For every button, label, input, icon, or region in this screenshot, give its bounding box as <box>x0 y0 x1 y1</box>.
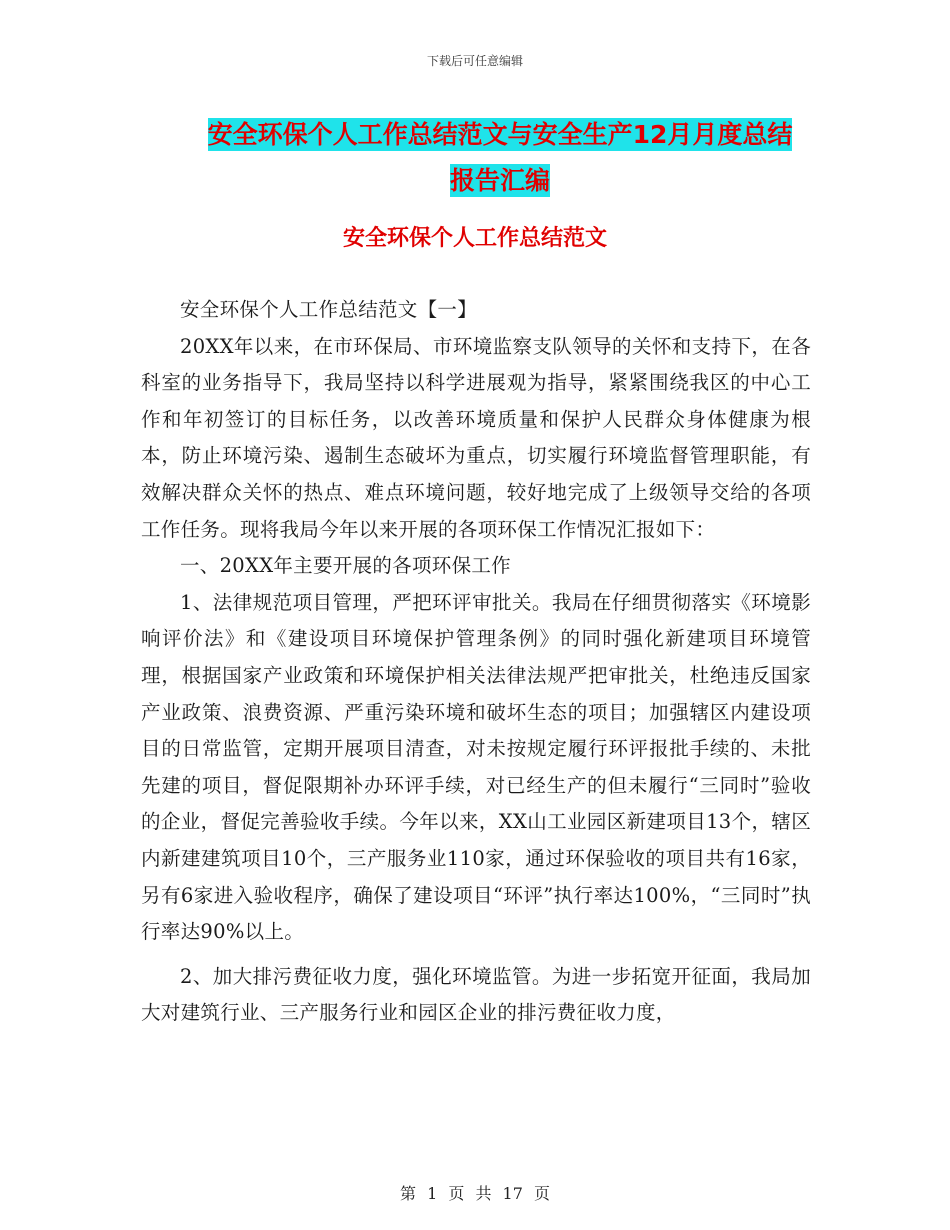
paragraph-item-1: 1、法律规范项目管理，严把环评审批关。我局在仔细贯彻落实《环境影响评价法》和《建设项目环境保护管理条例》的同时强化新建项目环境管理，根据国家产业政策和环境保护相关法律法规严把审批关，杜绝违反国家产业政策、浪费资源、严重污染环境和破坏生态的项目；加强辖区内建设项目的日常监管，定期开展项目清查，对未按规定履行环评报批手续的、未批先建的项目，督促限期补办环评手续，对已经生产的但未履行“三同时”验收的企业，督促完善验收手续。今年以来，XX山工业园区新建项目13个，辖区内新建建筑项目10个，三产服务业110家，通过环保验收的项目共有16家，另有6家进入验收程序，确保了建设项目“环评”执行率达100%，“三同时”执行率达90%以上。 <box>141 590 811 944</box>
paragraph-item-2: 2、加大排污费征收力度，强化环境监管。为进一步拓宽开征面，我局加大对建筑行业、三产服务行业和园区企业的排污费征收力度， <box>141 964 811 1025</box>
document-body <box>141 292 811 1032</box>
paragraph-intro: 20XX年以来，在市环保局、市环境监察支队领导的关怀和支持下，在各科室的业务指导下，我局坚持以科学进展观为指导，紧紧围绕我区的中心工作和年初签订的目标任务，以改善环境质量和保护人民群众身体健康为根本，防止环境污染、遏制生态破坏为重点，切实履行环境监督管理职能，有效解决群众关怀的热点、难点环境问题，较好地完成了上级领导交给的各项工作任务。现将我局今年以来开展的各项环保工作情况汇报如下： <box>141 334 811 541</box>
title-line-1: 安全环保个人工作总结范文与安全生产12月月度总结 <box>207 120 793 149</box>
page-number-footer: 第 1 页 共 17 页 <box>400 1184 550 1203</box>
page-header-note: 下载后可任意编辑 <box>426 54 523 68</box>
paragraph-subtitle: 安全环保个人工作总结范文【一】 <box>180 298 478 321</box>
section-title: 安全环保个人工作总结范文 <box>342 226 607 251</box>
title-line-2: 报告汇编 <box>449 166 550 195</box>
paragraph-heading-1: 一、20XX年主要开展的各项环保工作 <box>180 554 511 578</box>
document-title <box>140 112 860 204</box>
